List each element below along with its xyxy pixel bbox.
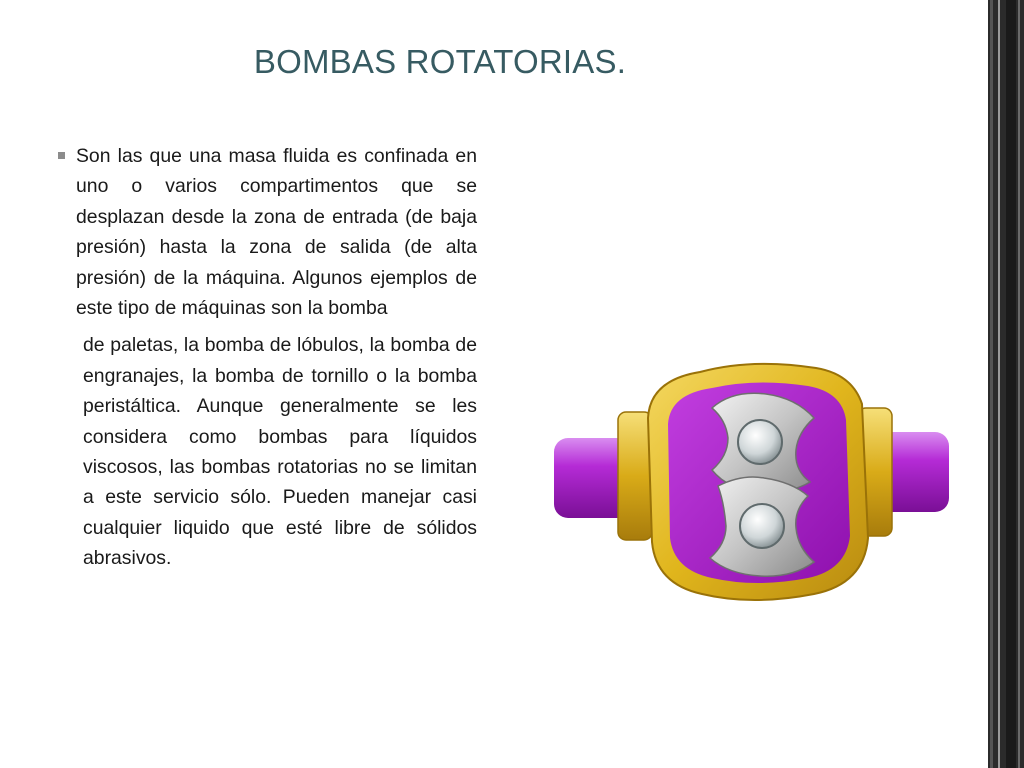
square-bullet-icon — [58, 152, 65, 159]
slide-title: BOMBAS ROTATORIAS. — [253, 43, 627, 80]
lower-shaft — [740, 504, 784, 548]
inlet-flange — [618, 412, 652, 540]
decorative-right-frame — [988, 0, 1024, 768]
slide-body — [76, 141, 477, 574]
upper-shaft — [738, 420, 782, 464]
paragraph-1-text: Son las que una masa fluida es confinada en uno o varios compartimentos que se desplazan desde la zona de entrada (de baja presión) hasta la zona de salida (de alta presión) de la máquina. Algunos ejemplos de este tipo de máquinas son la bomba — [76, 145, 477, 320]
lobe-pump-illustration — [552, 358, 952, 606]
paragraph-2: de paletas, la bomba de lóbulos, la bomba de engranajes, la bomba de tornillo o la bomba peristáltica. Aunque generalmente se les considera como bombas para líquidos viscosos, las bombas rotatorias no se limitan a este servicio sólo. Pueden manejar casi cualquier liquido que esté libre de sólidos abrasivos. — [83, 334, 477, 570]
paragraph-1 — [76, 141, 477, 323]
